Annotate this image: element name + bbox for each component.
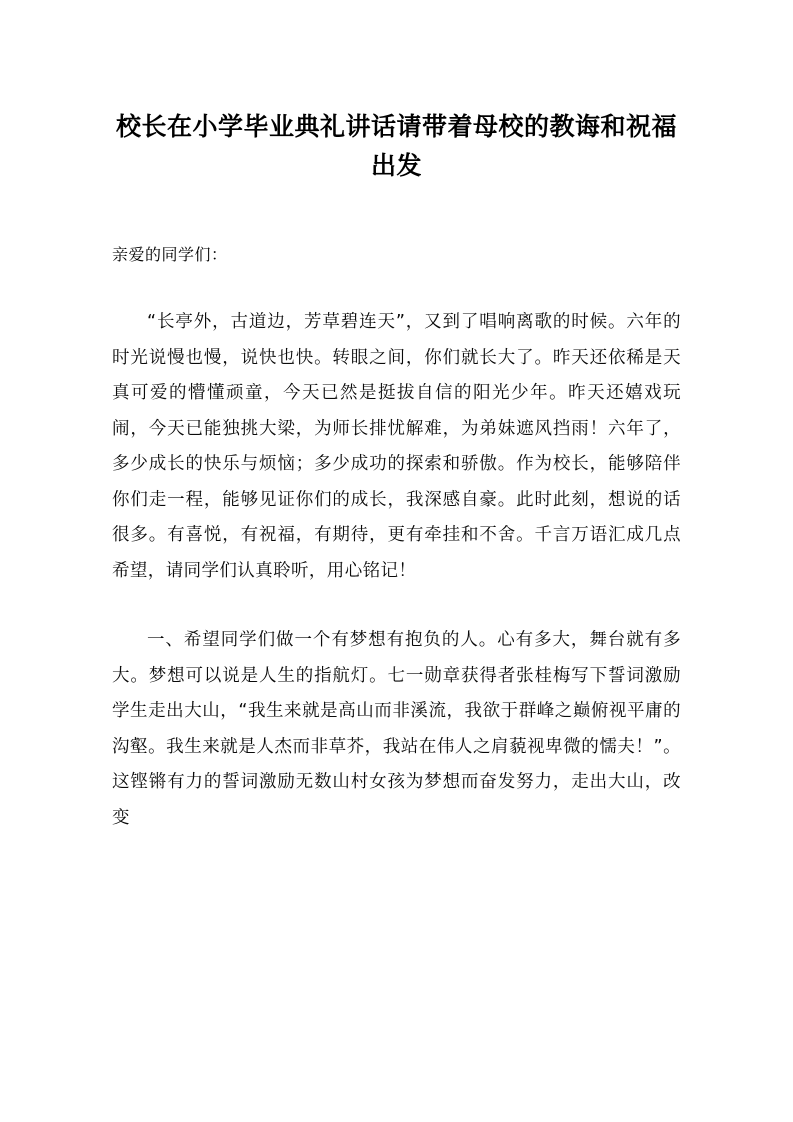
body-paragraph: 一、希望同学们做一个有梦想有抱负的人。心有多大，舞台就有多大。梦想可以说是人生的指航灯。七一勋章获得者张桂梅写下誓词激励学生走出大山，“我生来就是高山而非溪流，我欲于群峰之巅俯视平庸的沟壑。我生来就是人杰而非草芥，我站在伟人之肩藐视卑微的懦夫！”。这铿锵有力的誓词激励无数山村女孩为梦想而奋发努力，走出大山，改变 <box>112 630 681 828</box>
page-title: 校长在小学毕业典礼讲话请带着母校的教诲和祝福出发 <box>115 112 677 180</box>
body-paragraph: “长亭外，古道边，芳草碧连天”，又到了唱响离歌的时候。六年的时光说慢也慢，说快也快。转眼之间，你们就长大了。昨天还依稀是天真可爱的懵懂顽童，今天已然是挺拔自信的阳光少年。昨天还嬉戏玩闹，今天已能独挑大梁，为师长排忧解难，为弟妹遮风挡雨！六年了，多少成长的快乐与烦恼；多少成功的探索和骄傲。作为校长，能够陪伴你们走一程，能够见证你们的成长，我深感自豪。此时此刻，想说的话很多。有喜悦，有祝福，有期待，更有牵挂和不舍。千言万语汇成几点希望，请同学们认真聆听，用心铭记！ <box>112 312 681 581</box>
salutation-line: 亲爱的同学们： <box>112 244 228 264</box>
